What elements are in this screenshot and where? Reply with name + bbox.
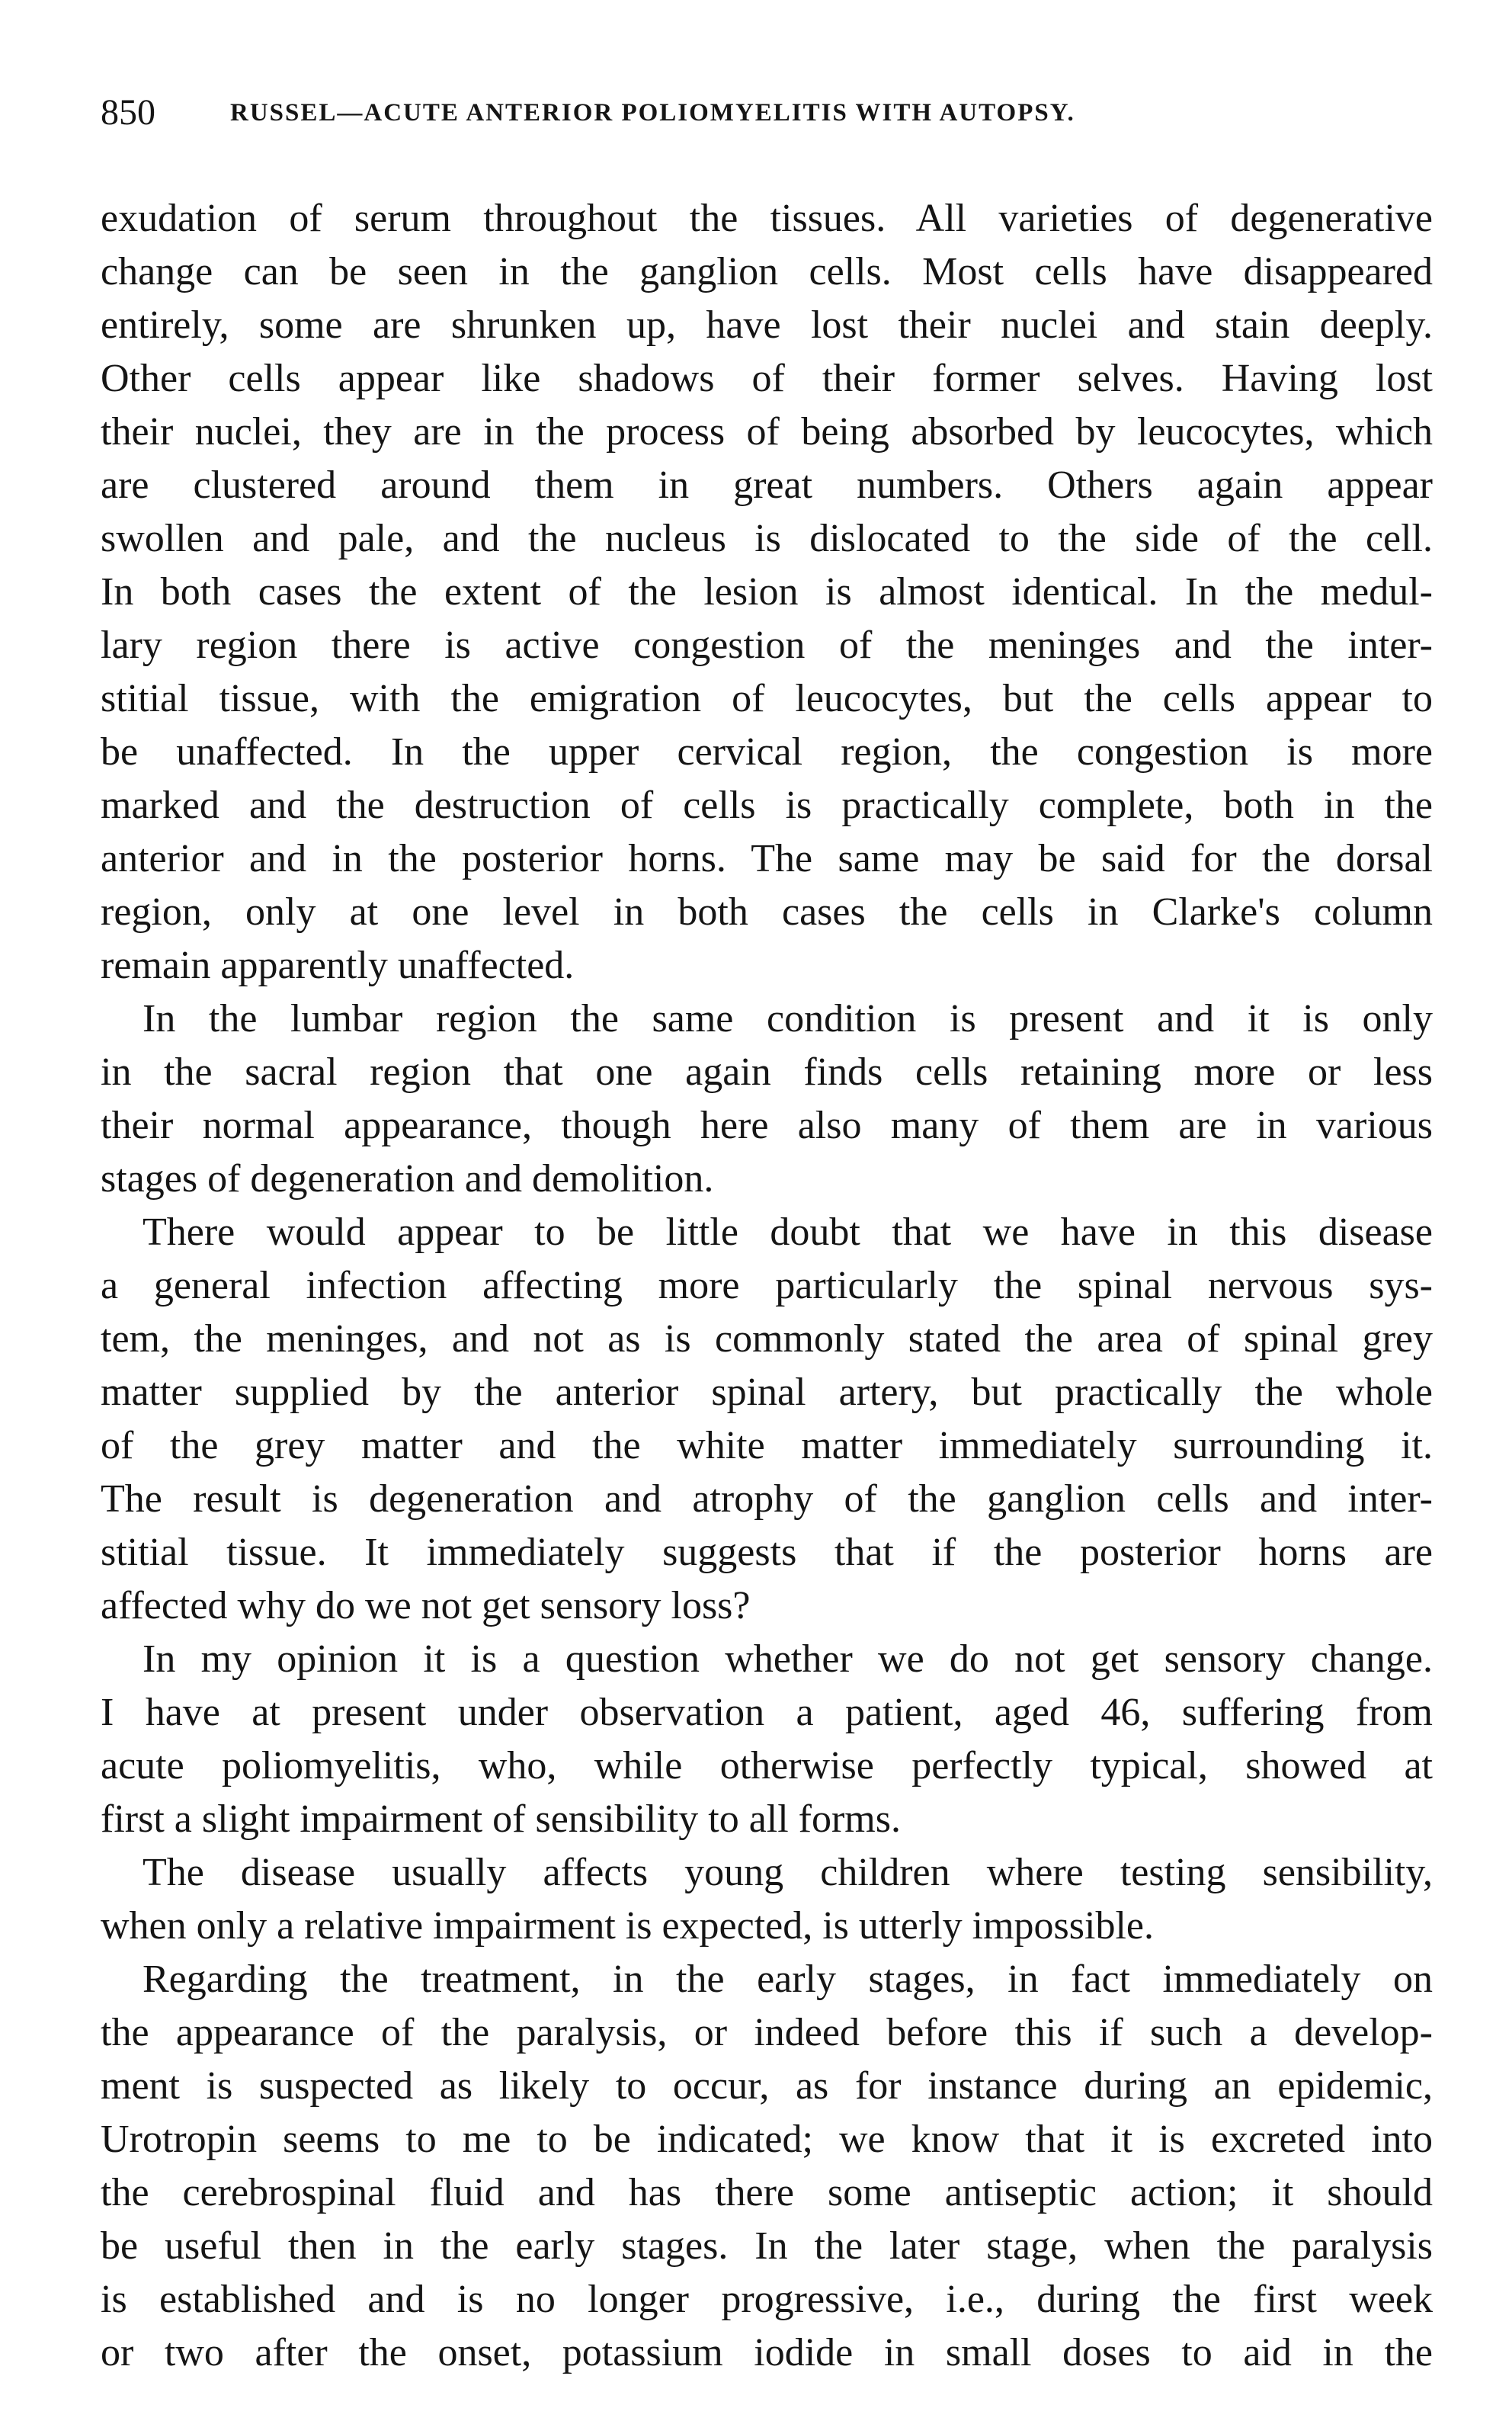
text-line: In both cases the extent of the lesion is almost identical. In the medul- xyxy=(101,570,1433,614)
text-line: a general infection affecting more particularly the spinal nervous sys- xyxy=(101,1264,1433,1307)
text-line: first a slight impairment of sensibility to all forms. xyxy=(101,1797,901,1841)
text-line: of the grey matter and the white matter immediately surrounding it. xyxy=(101,1424,1433,1467)
text-line: region, only at one level in both cases the cells in Clarke's column xyxy=(101,890,1433,934)
text-line: change can be seen in the ganglion cells. Most cells have disappeared xyxy=(101,250,1433,293)
text-line: be useful then in the early stages. In the later stage, when the paralysis xyxy=(101,2224,1433,2268)
text-line: swollen and pale, and the nucleus is dislocated to the side of the cell. xyxy=(101,517,1433,560)
paragraph-first-line: The disease usually affects young children where testing sensibility, xyxy=(143,1851,1433,1894)
text-line: exudation of serum throughout the tissues. All varieties of degenerative xyxy=(101,197,1433,240)
text-line: remain apparently unaffected. xyxy=(101,944,575,987)
text-line: Other cells appear like shadows of their former selves. Having lost xyxy=(101,357,1433,400)
page-header xyxy=(101,90,1442,136)
paragraph-first-line: Regarding the treatment, in the early stages, in fact immediately on xyxy=(143,1957,1433,2001)
text-line: in the sacral region that one again finds cells retaining more or less xyxy=(101,1050,1433,1094)
body-text xyxy=(101,192,1433,2380)
text-line: The result is degeneration and atrophy of the ganglion cells and inter- xyxy=(101,1477,1433,1521)
text-line: anterior and in the posterior horns. The same may be said for the dorsal xyxy=(101,837,1433,880)
text-line: ment is suspected as likely to occur, as for instance during an epidemic, xyxy=(101,2064,1433,2108)
text-line: lary region there is active congestion of the meninges and the inter- xyxy=(101,624,1433,667)
text-line: affected why do we not get sensory loss? xyxy=(101,1584,751,1627)
text-line: stages of degeneration and demolition. xyxy=(101,1157,714,1201)
page-number: 850 xyxy=(101,92,155,133)
text-line: stitial tissue. It immediately suggests that if the posterior horns are xyxy=(101,1531,1433,1574)
text-line: is established and is no longer progressive, i.e., during the first week xyxy=(101,2278,1433,2321)
running-title: RUSSEL—ACUTE ANTERIOR POLIOMYELITIS WITH AUTOPSY. xyxy=(230,99,1075,127)
paragraph-first-line: In the lumbar region the same condition is present and it is only xyxy=(143,997,1433,1040)
text-line: I have at present under observation a patient, aged 46, suffering from xyxy=(101,1691,1433,1734)
text-line: entirely, some are shrunken up, have lost their nuclei and stain deeply. xyxy=(101,303,1433,347)
text-line: marked and the destruction of cells is practically complete, both in the xyxy=(101,784,1433,827)
text-line: their nuclei, they are in the process of being absorbed by leucocytes, which xyxy=(101,410,1433,454)
text-line: be unaffected. In the upper cervical region, the congestion is more xyxy=(101,730,1433,774)
text-line: stitial tissue, with the emigration of leucocytes, but the cells appear to xyxy=(101,677,1433,720)
text-line: or two after the onset, potassium iodide in small doses to aid in the xyxy=(101,2331,1433,2374)
text-line: acute poliomyelitis, who, while otherwise perfectly typical, showed at xyxy=(101,1744,1433,1788)
text-line: when only a relative impairment is expected, is utterly impossible. xyxy=(101,1904,1154,1948)
text-line: matter supplied by the anterior spinal artery, but practically the whole xyxy=(101,1371,1433,1414)
text-line: are clustered around them in great numbers. Others again appear xyxy=(101,463,1433,507)
text-line: their normal appearance, though here also many of them are in various xyxy=(101,1104,1433,1147)
text-line: Urotropin seems to me to be indicated; we know that it is excreted into xyxy=(101,2118,1433,2161)
text-line: the appearance of the paralysis, or indeed before this if such a develop- xyxy=(101,2011,1433,2054)
text-line: the cerebrospinal fluid and has there some antiseptic action; it should xyxy=(101,2171,1433,2214)
text-line: tem, the meninges, and not as is commonly stated the area of spinal grey xyxy=(101,1317,1433,1361)
paragraph-first-line: There would appear to be little doubt that we have in this disease xyxy=(143,1210,1433,1254)
paragraph-first-line: In my opinion it is a question whether we do not get sensory change. xyxy=(143,1637,1433,1681)
